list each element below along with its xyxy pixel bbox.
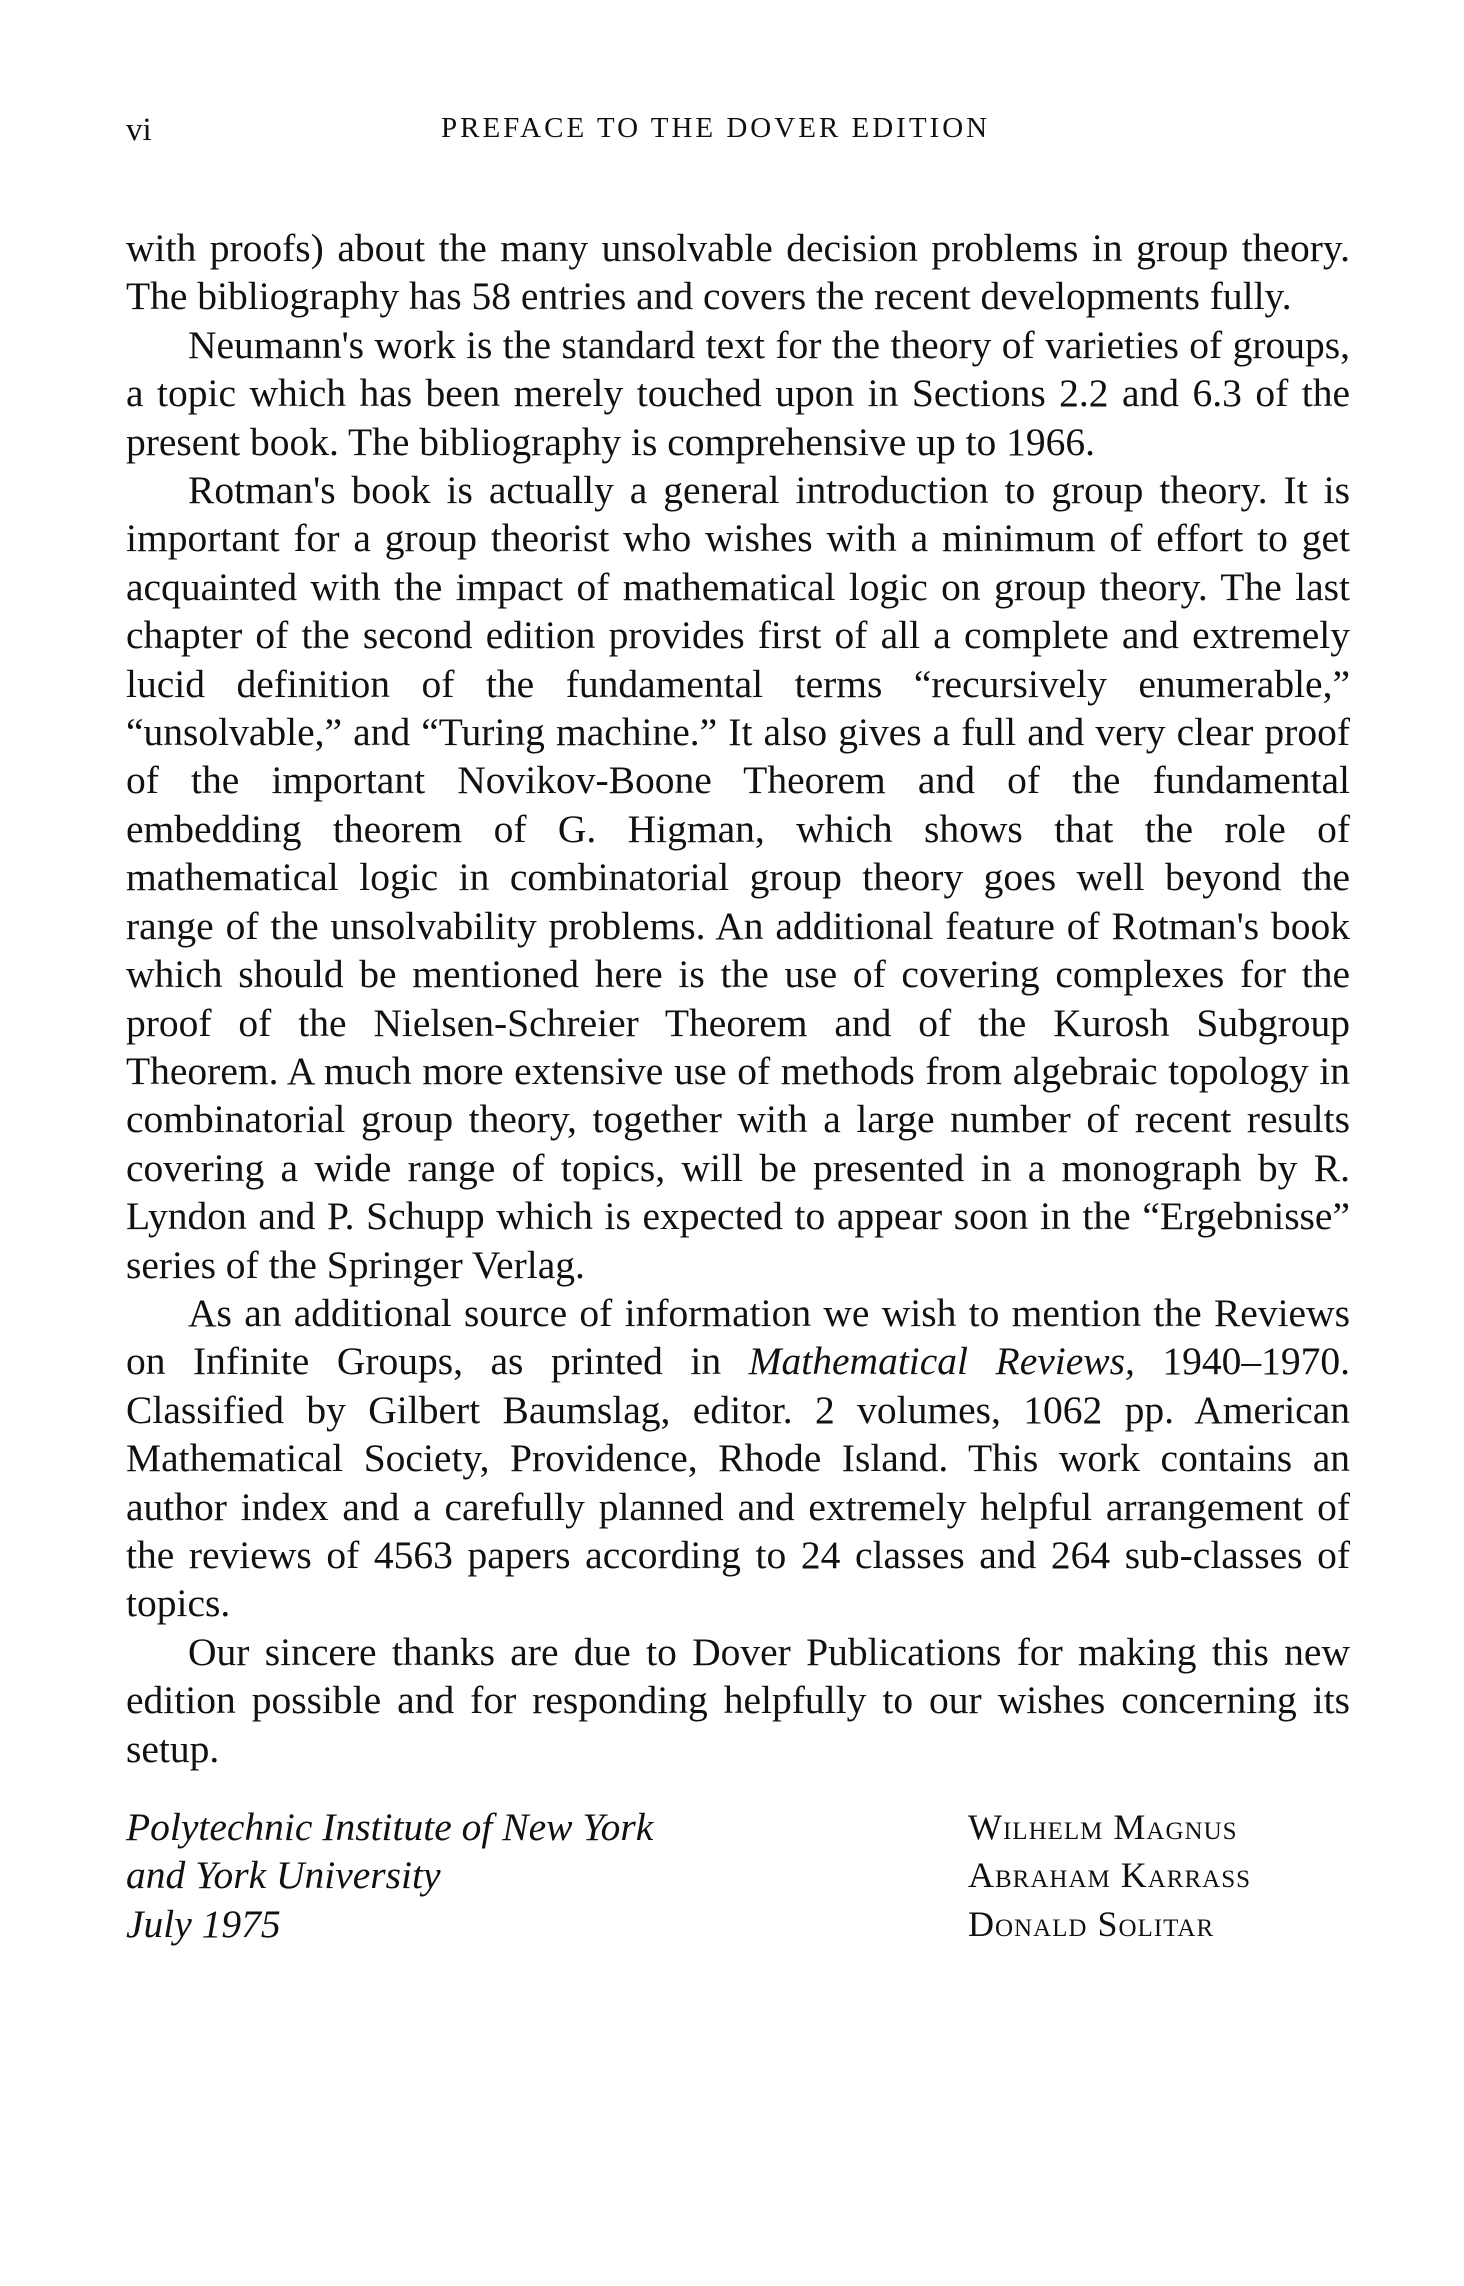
paragraph-1: with proofs) about the many unsolvable decision problems in group theory. The bibliography has 58 entries and covers the recent developments fully. — [126, 226, 1350, 319]
author-name: Donald Solitar — [968, 1903, 1215, 1944]
signature-date: July 1975 — [126, 1901, 281, 1946]
paragraph-3: Rotman's book is actually a general introduction to group theory. It is important for a group theorist who wishes with a minimum of effort to get acquainted with the impact of mathematical logic on group theory. The last chapter of the second edition provides first of all a complete and extremely lucid definition of the fundamental terms “recursively enumerable,” “unsolvable,” and “Turing machine.” It also gives a full and very clear proof of the important Novikov-Boone Theorem and of the fundamental embedding theorem of G. Higman, which shows that the role of mathematical logic in combinatorial group theory goes well beyond the range of the unsolvability problems. An additional feature of Rotman's book which should be mentioned here is the use of covering complexes for the proof of the Nielsen-Schreier Theorem and of the Kurosh Subgroup Theorem. A much more extensive use of methods from algebraic topology in combinatorial group theory, together with a large number of recent results covering a wide range of topics, will be presented in a monograph by R. Lyndon and P. Schupp which is expected to appear soon in the “Ergebnisse” series of the Springer Verlag. — [126, 468, 1350, 1287]
body-text — [126, 224, 1350, 1773]
signature-block — [126, 1803, 1350, 1963]
paragraph-4-text-a: As an additional source of information we wish to mention the Reviews on Infinite Groups, as printed in — [126, 1290, 1350, 1384]
paragraph-4-text-b: 1940–1970. Classified by Gilbert Baumslag, editor. 2 volumes, 1062 pp. American Mathematical Society, Providence, Rhode Island. This work contains an author index and a carefully planned and extremely helpful arrangement of the reviews of 4563 papers according to 24 classes and 264 sub-classes of topics. — [126, 1339, 1351, 1626]
author-name: Abraham Karrass — [968, 1855, 1252, 1896]
running-title: PREFACE TO THE DOVER EDITION — [441, 112, 991, 144]
paragraph-2: Neumann's work is the standard text for the theory of varieties of groups, a topic which has been merely touched upon in Sections 2.2 and 6.3 of the present book. The bibliography is comprehensive up to 1966. — [126, 322, 1350, 464]
authors-block — [968, 1803, 1251, 1948]
author-name: Wilhelm Magnus — [968, 1807, 1238, 1847]
institution-line-2: and York University — [126, 1853, 441, 1898]
running-head — [126, 100, 1350, 160]
institution-block — [126, 1803, 653, 1948]
page — [126, 100, 1350, 1963]
page-number: vi — [126, 112, 152, 148]
journal-title: Mathematical Reviews, — [748, 1339, 1135, 1384]
institution-line-1: Polytechnic Institute of New York — [126, 1805, 654, 1849]
paragraph-4 — [126, 1289, 1350, 1628]
paragraph-5: Our sincere thanks are due to Dover Publications for making this new edition possible and for responding helpfully to our wishes concerning its setup. — [126, 1629, 1350, 1771]
